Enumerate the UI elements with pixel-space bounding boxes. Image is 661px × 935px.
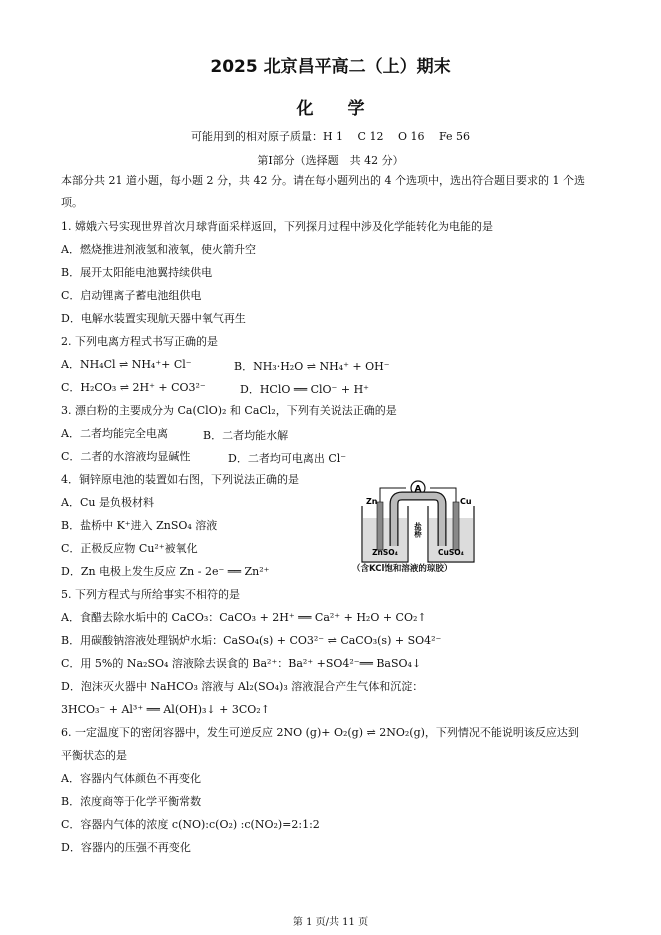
cu-electrode [453, 502, 459, 550]
q3-stem: 3. 漂白粉的主要成分为 Ca(ClO)₂ 和 CaCl₂，下列有关说法正确的是 [61, 404, 397, 417]
q6-stem: 6. 一定温度下的密闭容器中，发生可逆反应 2NO (g)+ O₂(g) ⇌ 2NO₂(g)，下列情况不能说明该反应达到 [61, 726, 579, 739]
q3-option-a: A．二者均能完全电离 [61, 427, 168, 440]
q5-option-d-equation: 3HCO₃⁻ + Al³⁺ ══ Al(OH)₃↓ + 3CO₂↑ [61, 703, 270, 716]
q2-option-b: B．NH₃·H₂O ⇌ NH₄⁺ + OH⁻ [234, 360, 390, 373]
intro-line-2: 项。 [61, 196, 83, 209]
ammeter-label: A [414, 484, 422, 495]
q5-option-d: D．泡沫灭火器中 NaHCO₃ 溶液与 Al₂(SO₄)₃ 溶液混合产生气体和沉淀： [61, 680, 424, 693]
q1-option-d: D．电解水装置实现航天器中氧气再生 [61, 312, 246, 325]
q6-stem-cont: 平衡状态的是 [61, 749, 127, 762]
q3-option-b: B．二者均能水解 [203, 429, 289, 442]
figure-caption: （含KCl饱和溶液的琼胶） [352, 564, 453, 574]
q5-option-c: C．用 5%的 Na₂SO₄ 溶液除去误食的 Ba²⁺：Ba²⁺ +SO4²⁻══ BaSO₄↓ [61, 657, 422, 670]
cu-electrode-label: Cu [460, 497, 472, 506]
q5-option-a: A．食醋去除水垢中的 CaCO₃：CaCO₃ + 2H⁺ ══ Ca²⁺ + H₂O + CO₂↑ [61, 611, 427, 624]
q3-option-d: D．二者均可电离出 Cl⁻ [228, 452, 347, 465]
q1-option-b: B．展开太阳能电池翼持续供电 [61, 266, 213, 279]
page-footer: 第 1 页/共 11 页 [292, 917, 369, 928]
q2-option-c: C．H₂CO₃ ⇌ 2H⁺ + CO3²⁻ [61, 381, 206, 394]
salt-bridge-label: 盐桥 [413, 522, 423, 538]
q1-option-c: C．启动锂离子蓄电池组供电 [61, 289, 202, 302]
q6-option-a: A．容器内气体颜色不再变化 [61, 772, 201, 785]
q2-option-d: D．HClO ══ ClO⁻ + H⁺ [240, 383, 369, 396]
right-solution-label: CuSO₄ [438, 548, 464, 557]
q6-option-c: C．容器内气体的浓度 c(NO):c(O₂) :c(NO₂)=2:1:2 [61, 818, 320, 831]
q4-option-c: C．正极反应物 Cu²⁺被氧化 [61, 542, 198, 555]
q5-option-b: B．用碳酸钠溶液处理锅炉水垢：CaSO₄(s) + CO3²⁻ ⇌ CaCO₃(s) + SO4²⁻ [61, 634, 442, 647]
left-solution-label: ZnSO₄ [372, 548, 398, 557]
q1-option-a: A．燃烧推进剂液氢和液氧，使火箭升空 [61, 243, 256, 256]
q2-option-a: A．NH₄Cl ⇌ NH₄⁺+ Cl⁻ [61, 358, 192, 371]
q3-option-c: C．二者的水溶液均显碱性 [61, 450, 191, 463]
atomic-masses: 可能用到的相对原子质量：H 1 C 12 O 16 Fe 56 [190, 130, 471, 143]
part-heading: 第Ⅰ部分（选择题 共 42 分） [257, 154, 404, 167]
subject-title: 化 学 [296, 99, 365, 119]
q5-stem: 5. 下列方程式与所给事实不相符的是 [61, 588, 240, 601]
q6-option-d: D．容器内的压强不再变化 [61, 841, 191, 854]
q4-option-a: A．Cu 是负极材料 [61, 496, 154, 509]
page-title: 2025 北京昌平高二（上）期末 [210, 57, 451, 77]
zn-electrode-label: Zn [366, 497, 378, 506]
q4-option-b: B．盐桥中 K⁺进入 ZnSO₄ 溶液 [61, 519, 218, 532]
q6-option-b: B．浓度商等于化学平衡常数 [61, 795, 202, 808]
q2-stem: 2. 下列电离方程式书写正确的是 [61, 335, 218, 348]
q4-stem: 4．铜锌原电池的装置如右图，下列说法正确的是 [61, 473, 299, 486]
q1-stem: 1. 嫦娥六号实现世界首次月球背面采样返回，下列探月过程中涉及化学能转化为电能的是 [61, 220, 493, 233]
zn-electrode [377, 502, 383, 550]
q4-option-d: D．Zn 电极上发生反应 Zn - 2e⁻ ══ Zn²⁺ [61, 565, 270, 578]
galvanic-cell-diagram [358, 474, 478, 574]
intro-line-1: 本部分共 21 道小题，每小题 2 分，共 42 分。请在每小题列出的 4 个选项中，选出符合题目要求的 1 个选 [61, 174, 585, 187]
